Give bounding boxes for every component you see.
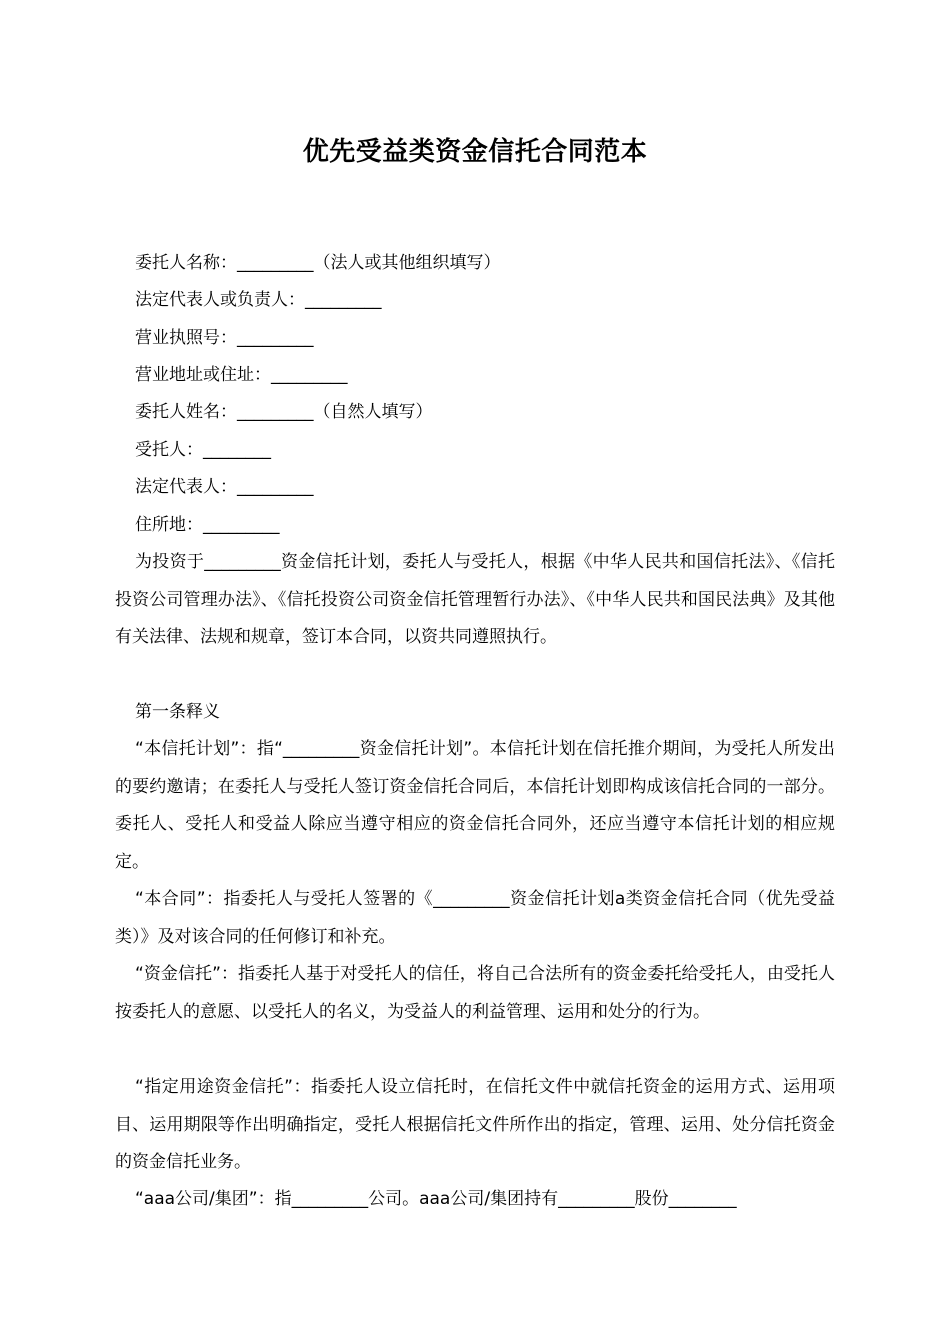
document-title: 优先受益类资金信托合同范本 — [302, 137, 648, 167]
field-trustor-name: 委托人名称：_________（法人或其他组织填写） — [135, 253, 501, 273]
definition-trust-plan: “本信托计划”：指“_________资金信托计划”。本信托计划在信托推介期间，为受托人所发出的要约邀请；在委托人与受托人签订资金信托合同后，本信托计划即构成该信托合同的一部分。委托人、受托人和受益人除应当遵守相应的资金信托合同外，还应当遵守本信托计划的相应规定。 — [115, 739, 835, 872]
definition-fund-trust: “资金信托”：指委托人基于对受托人的信任，将自己合法所有的资金委托给受托人，由受托人按委托人的意愿、以受托人的名义，为受益人的利益管理、运用和处分的行为。 — [115, 964, 835, 1022]
field-legal-representative: 法定代表人：_________ — [135, 477, 314, 497]
field-business-license-number: 营业执照号：_________ — [135, 328, 314, 348]
definition-contract: “本合同”：指委托人与受托人签署的《_________资金信托计划a类资金信托合同（优先受益类）》及对该合同的任何修订和补充。 — [115, 889, 835, 947]
field-legal-representative-or-responsible: 法定代表人或负责人：_________ — [135, 290, 382, 310]
definition-aaa-company: “aaa公司/集团”：指_________公司。aaa公司/集团持有_________股份________ — [135, 1189, 737, 1209]
field-business-address: 营业地址或住址：_________ — [135, 365, 348, 385]
definition-designated-use-trust: “指定用途资金信托”：指委托人设立信托时，在信托文件中就信托资金的运用方式、运用项目、运用期限等作出明确指定，受托人根据信托文件所作出的指定，管理、运用、处分信托资金的资金信托业务。 — [115, 1077, 835, 1172]
intro-paragraph: 为投资于_________资金信托计划，委托人与受托人，根据《中华人民共和国信托法》、《信托投资公司管理办法》、《信托投资公司资金信托管理暂行办法》、《中华人民共和国民法典》及其他有关法律、法规和规章，签订本合同，以资共同遵照执行。 — [115, 552, 835, 647]
field-trustee: 受托人：________ — [135, 440, 271, 460]
field-domicile: 住所地：_________ — [135, 515, 280, 535]
field-trustor-personal-name: 委托人姓名：_________（自然人填写） — [135, 402, 433, 422]
article-1-heading: 第一条释义 — [135, 702, 220, 722]
